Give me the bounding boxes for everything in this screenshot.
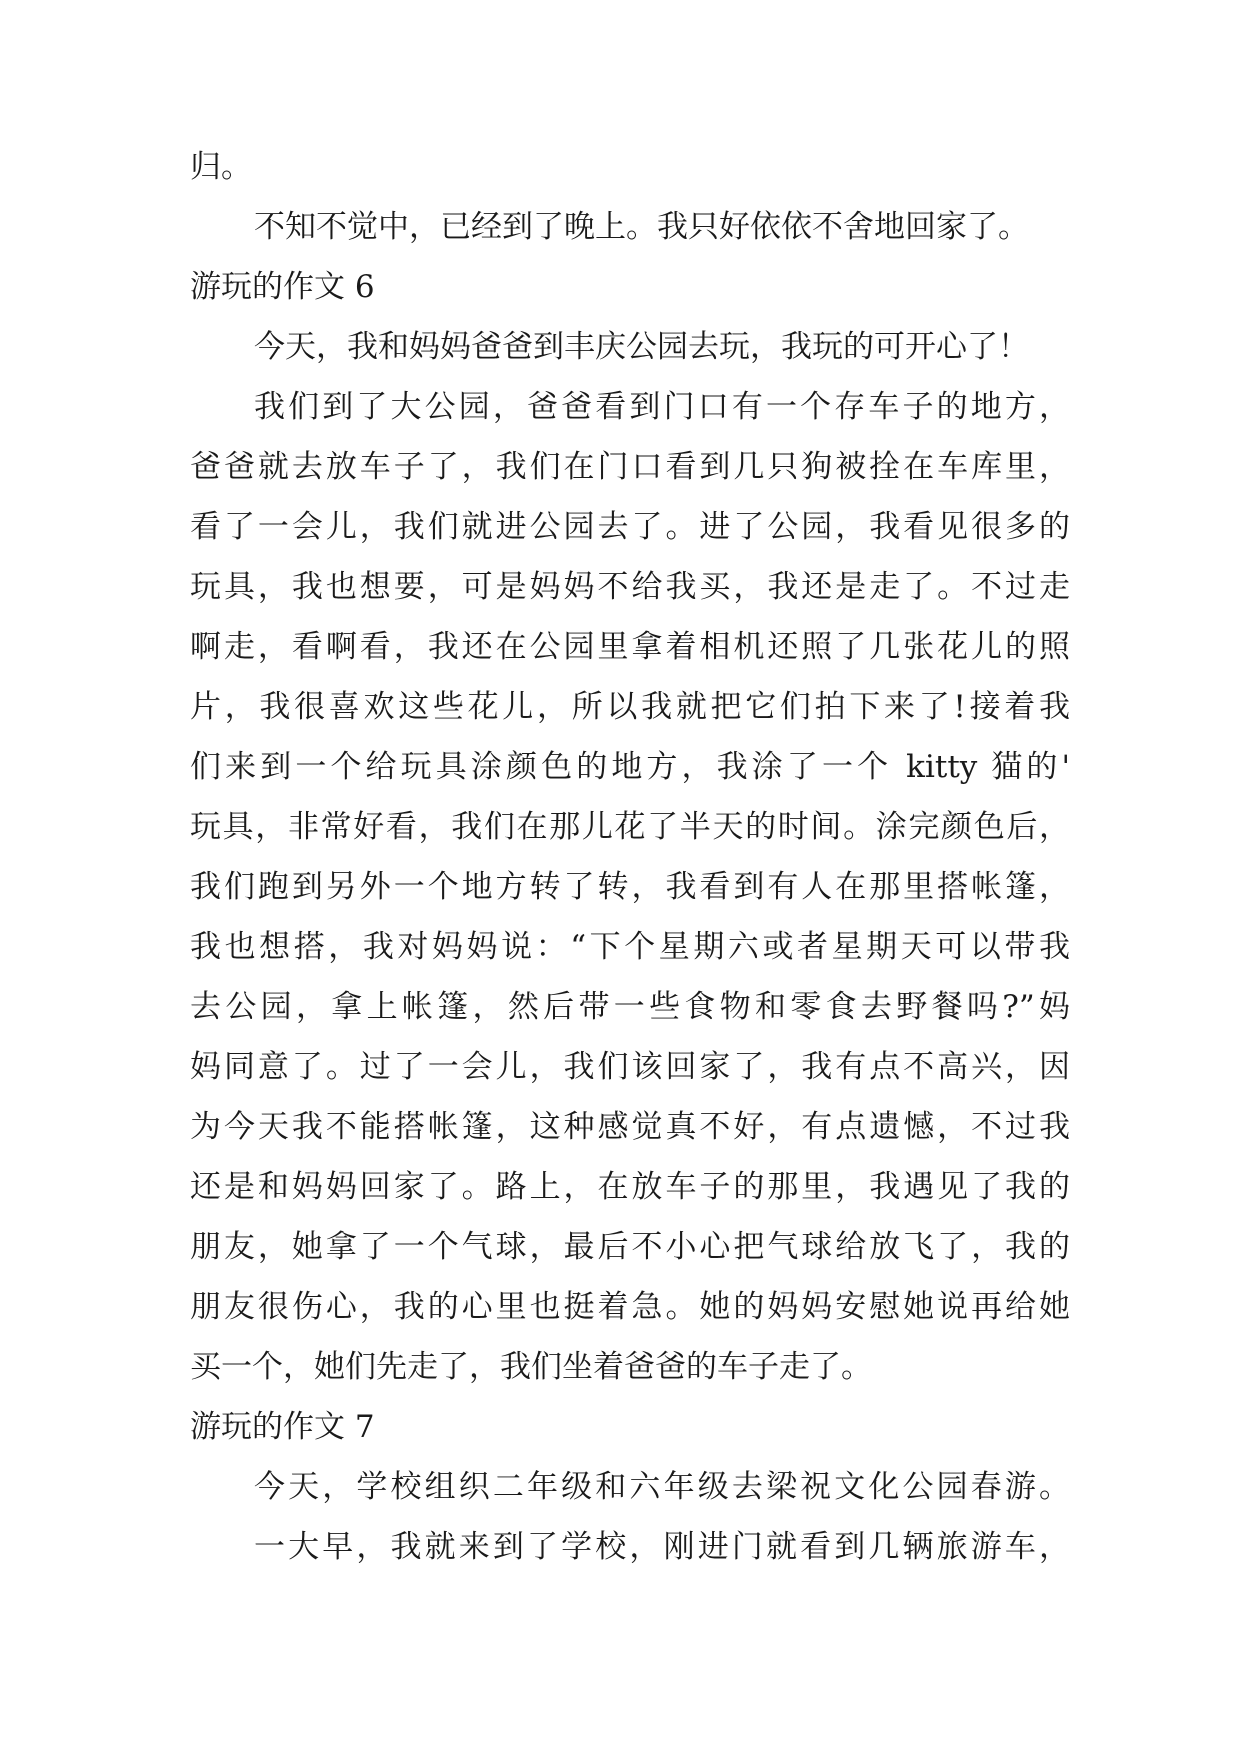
text-line: 一大早，我就来到了学校，刚进门就看到几辆旅游车，	[254, 1529, 1070, 1565]
text-line: 我们跑到另外一个地方转了转，我看到有人在那里搭帐篷，	[190, 869, 1070, 905]
text-line: 啊走，看啊看，我还在公园里拿着相机还照了几张花儿的照	[190, 629, 1070, 665]
text-line: 看了一会儿，我们就进公园去了。进了公园，我看见很多的	[190, 509, 1070, 545]
text-line: 爸爸就去放车子了，我们在门口看到几只狗被拴在车库里，	[190, 449, 1070, 485]
text-line: 们来到一个给玩具涂颜色的地方，我涂了一个 kitty 猫的'	[190, 749, 1070, 785]
text-line: 玩具，我也想要，可是妈妈不给我买，我还是走了。不过走	[190, 569, 1070, 605]
text-line: 玩具，非常好看，我们在那儿花了半天的时间。涂完颜色后，	[190, 809, 1070, 845]
text-line: 还是和妈妈回家了。路上，在放车子的那里，我遇见了我的	[190, 1169, 1070, 1205]
text-line: 买一个，她们先走了，我们坐着爸爸的车子走了。	[190, 1349, 872, 1385]
text-line: 去公园，拿上帐篷，然后带一些食物和零食去野餐吗?”妈	[190, 989, 1070, 1025]
text-line: 朋友，她拿了一个气球，最后不小心把气球给放飞了，我的	[190, 1229, 1070, 1265]
text-line: 我们到了大公园，爸爸看到门口有一个存车子的地方，	[254, 389, 1070, 425]
section-heading: 游玩的作文 6	[190, 269, 375, 305]
text-line: 不知不觉中，已经到了晚上。我只好依依不舍地回家了。	[254, 209, 1029, 245]
text-line: 朋友很伤心，我的心里也挺着急。她的妈妈安慰她说再给她	[190, 1289, 1070, 1325]
text-line: 今天，我和妈妈爸爸到丰庆公园去玩，我玩的可开心了！	[254, 329, 1029, 365]
text-line: 归。	[190, 149, 252, 185]
text-line: 我也想搭，我对妈妈说：“下个星期六或者星期天可以带我	[190, 929, 1070, 965]
text-line: 为今天我不能搭帐篷，这种感觉真不好，有点遗憾，不过我	[190, 1109, 1070, 1145]
text-line: 妈同意了。过了一会儿，我们该回家了，我有点不高兴，因	[190, 1049, 1070, 1085]
text-line: 今天，学校组织二年级和六年级去梁祝文化公园春游。	[254, 1469, 1070, 1505]
text-line: 片，我很喜欢这些花儿，所以我就把它们拍下来了!接着我	[190, 689, 1070, 725]
section-heading: 游玩的作文 7	[190, 1409, 375, 1445]
